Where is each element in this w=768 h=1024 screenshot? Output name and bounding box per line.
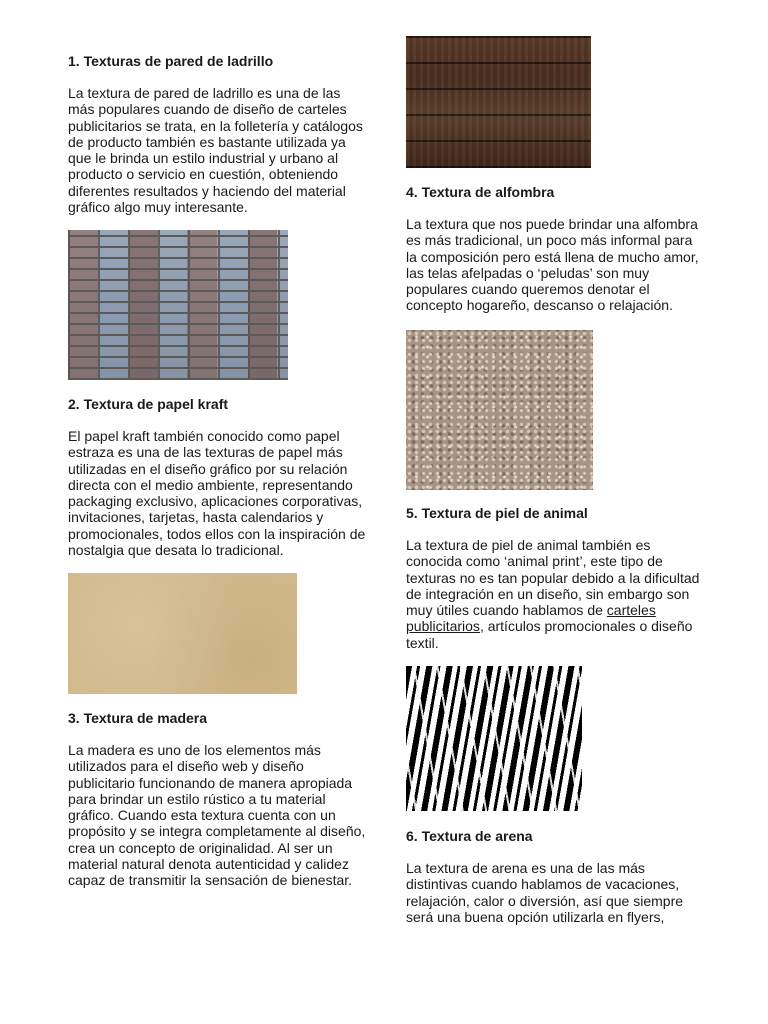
heading-sand: 6. Textura de arena [406, 828, 533, 844]
paragraph-animal-skin-part1: La textura de piel de animal también es conocida como ‘animal print’, este tipo de texturas no es tan popular debido a la dificultad de integración en un diseño, sin embargo son muy útiles cuando hablamos de [406, 537, 700, 619]
zebra-print-image [406, 666, 582, 811]
paragraph-brick: La textura de pared de ladrillo es una de las más populares cuando de diseño de carteles publicitarios se trata, en la folletería y catálogos de producto también es bastante utilizada ya que le brinda un estilo industrial y urbano al producto o servicio en cuestión, obteniendo diferentes resultados y haciendo del material gráfico algo muy interesante. [68, 85, 363, 216]
heading-carpet: 4. Textura de alfombra [406, 184, 555, 200]
heading-kraft: 2. Textura de papel kraft [68, 396, 229, 412]
paragraph-animal-skin [406, 537, 706, 651]
paragraph-kraft: El papel kraft también conocido como papel estraza es una de las texturas de papel más utilizadas en el diseño gráfico por su relación directa con el medio ambiente, representando packaging exclusivo, aplicaciones corporativas, invitaciones, tarjetas, hasta calendarios y promocionales, todos ellos con la inspiración de nostalgia que desata lo tradicional. [68, 428, 366, 559]
brick-wall-image [68, 230, 288, 380]
paragraph-sand: La textura de arena es una de las más distintivas cuando hablamos de vacaciones, relajación, calor o diversión, así que siempre será una buena opción utilizarla en flyers, [406, 860, 684, 925]
heading-animal-skin: 5. Textura de piel de animal [406, 505, 588, 521]
paragraph-wood: La madera es uno de los elementos más utilizados para el diseño web y diseño publicitario funcionando de manera apropiada para brindar un estilo rústico a tu material gráfico. Cuando esta textura cuenta con un propósito y se integra completamente al diseño, crea un concepto de originalidad. Al ser un material natural denota autenticidad y calidez capaz de transmitir la sensación de bienestar. [68, 742, 366, 889]
paragraph-animal-skin-part2: , artículos promocionales o diseño textil. [406, 618, 693, 651]
heading-brick: 1. Texturas de pared de ladrillo [68, 53, 274, 69]
heading-wood: 3. Textura de madera [68, 710, 208, 726]
paragraph-carpet: La textura que nos puede brindar una alfombra es más tradicional, un poco más informal para la composición pero está llena de mucho amor, las telas afelpadas o ‘peludas’ son muy populares cuando queremos denotar el concepto hogareño, descanso o relajación. [406, 216, 699, 314]
carpet-image [406, 330, 593, 490]
carteles-publicitarios-link[interactable]: carteles publicitarios [406, 602, 656, 635]
kraft-paper-image [68, 573, 297, 694]
wood-image [406, 36, 591, 168]
